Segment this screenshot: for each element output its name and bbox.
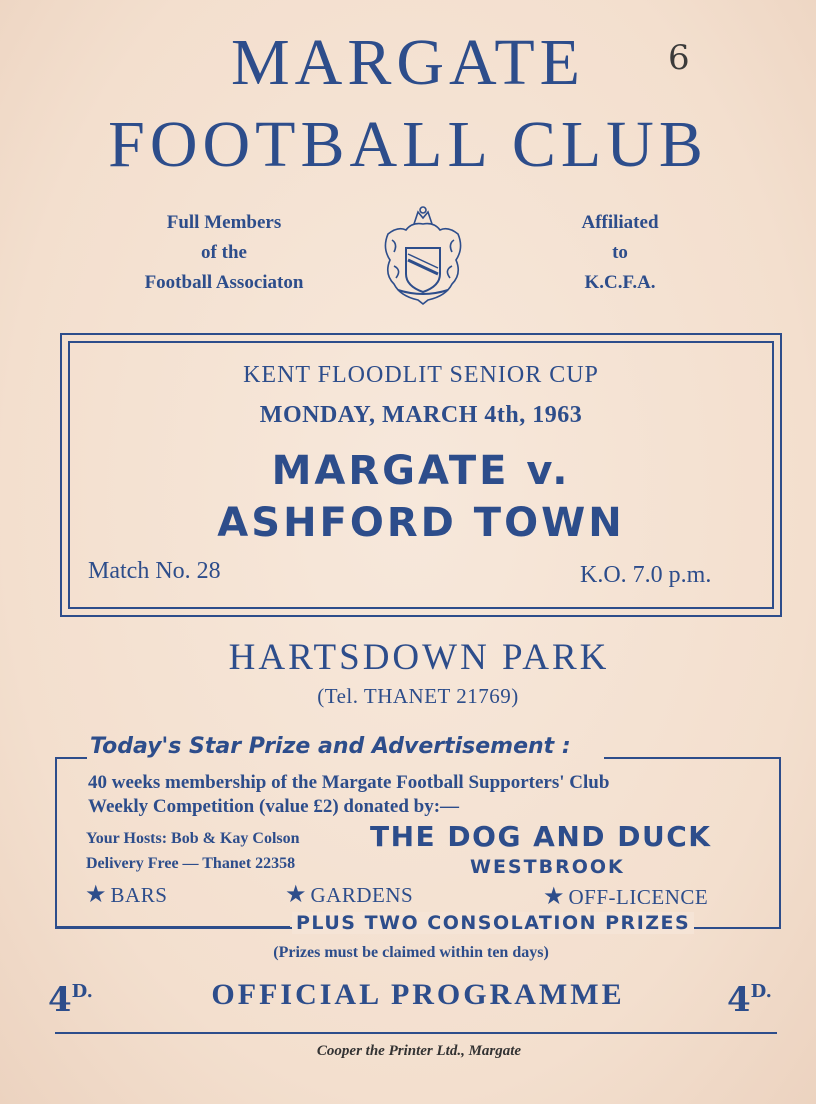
fa-membership [110, 208, 338, 298]
venue-telephone: (Tel. THANET 21769) [317, 684, 519, 708]
price-unit: D. [750, 981, 772, 1002]
away-team: ASHFORD TOWN [217, 500, 625, 546]
printer-credit: Cooper the Printer Ltd., Margate [316, 1043, 522, 1059]
pub-delivery: Delivery Free — Thanet 22358 [86, 855, 296, 872]
consolation-rule [55, 926, 290, 928]
handwritten-number: 6 [668, 38, 690, 78]
star-icon: ★ [85, 882, 107, 908]
amenity-gardens [285, 880, 413, 909]
fa-line: Full Members [166, 212, 282, 233]
match-number: Match No. 28 [88, 558, 221, 584]
official-programme: OFFICIAL PROGRAMME [211, 978, 625, 1011]
club-title-line1: MARGATE [230, 26, 585, 99]
kcfa-affiliation [540, 208, 700, 298]
home-team: MARGATE v. [271, 448, 571, 494]
kcfa-line: to [612, 242, 628, 263]
venue-name: HARTSDOWN PARK [228, 637, 610, 678]
star-icon: ★ [543, 884, 565, 910]
price-unit: D. [71, 981, 93, 1002]
kcfa-line: K.C.F.A. [584, 272, 656, 293]
pub-name: THE DOG AND DUCK [370, 820, 712, 853]
competition-name: KENT FLOODLIT SENIOR CUP [243, 362, 599, 388]
prize-box-top-rule [55, 757, 87, 759]
amenity-label: OFF-LICENCE [568, 885, 709, 909]
pub-hosts: Your Hosts: Bob & Kay Colson [86, 830, 300, 847]
prize-box-top-rule [604, 757, 779, 759]
amenity-bars [85, 880, 167, 909]
consolation-prizes: PLUS TWO CONSOLATION PRIZES [292, 912, 694, 934]
star-icon: ★ [285, 882, 307, 908]
match-date: MONDAY, MARCH 4th, 1963 [259, 402, 583, 428]
pub-location: WESTBROOK [470, 856, 625, 878]
claim-note: (Prizes must be claimed within ten days) [273, 944, 549, 961]
amenity-label: GARDENS [310, 883, 414, 907]
price-value: 4 [48, 980, 72, 1020]
footer-rule [55, 1032, 777, 1034]
fa-line: Football Associaton [144, 272, 304, 293]
prize-heading: Today's Star Prize and Advertisement : [90, 734, 571, 759]
price-right [727, 980, 772, 1020]
fa-line: of the [201, 242, 247, 263]
kick-off-time: K.O. 7.0 p.m. [580, 562, 712, 588]
amenity-label: BARS [110, 883, 168, 907]
price-value: 4 [727, 980, 751, 1020]
prize-description: 40 weeks membership of the Margate Football Supporters' Club [88, 772, 610, 793]
amenity-off-licence [543, 882, 708, 911]
prize-description: Weekly Competition (value £2) donated by:— [88, 796, 460, 817]
club-title-line2: FOOTBALL CLUB [108, 108, 708, 181]
club-crest-icon [378, 204, 468, 308]
kcfa-line: Affiliated [581, 212, 659, 233]
